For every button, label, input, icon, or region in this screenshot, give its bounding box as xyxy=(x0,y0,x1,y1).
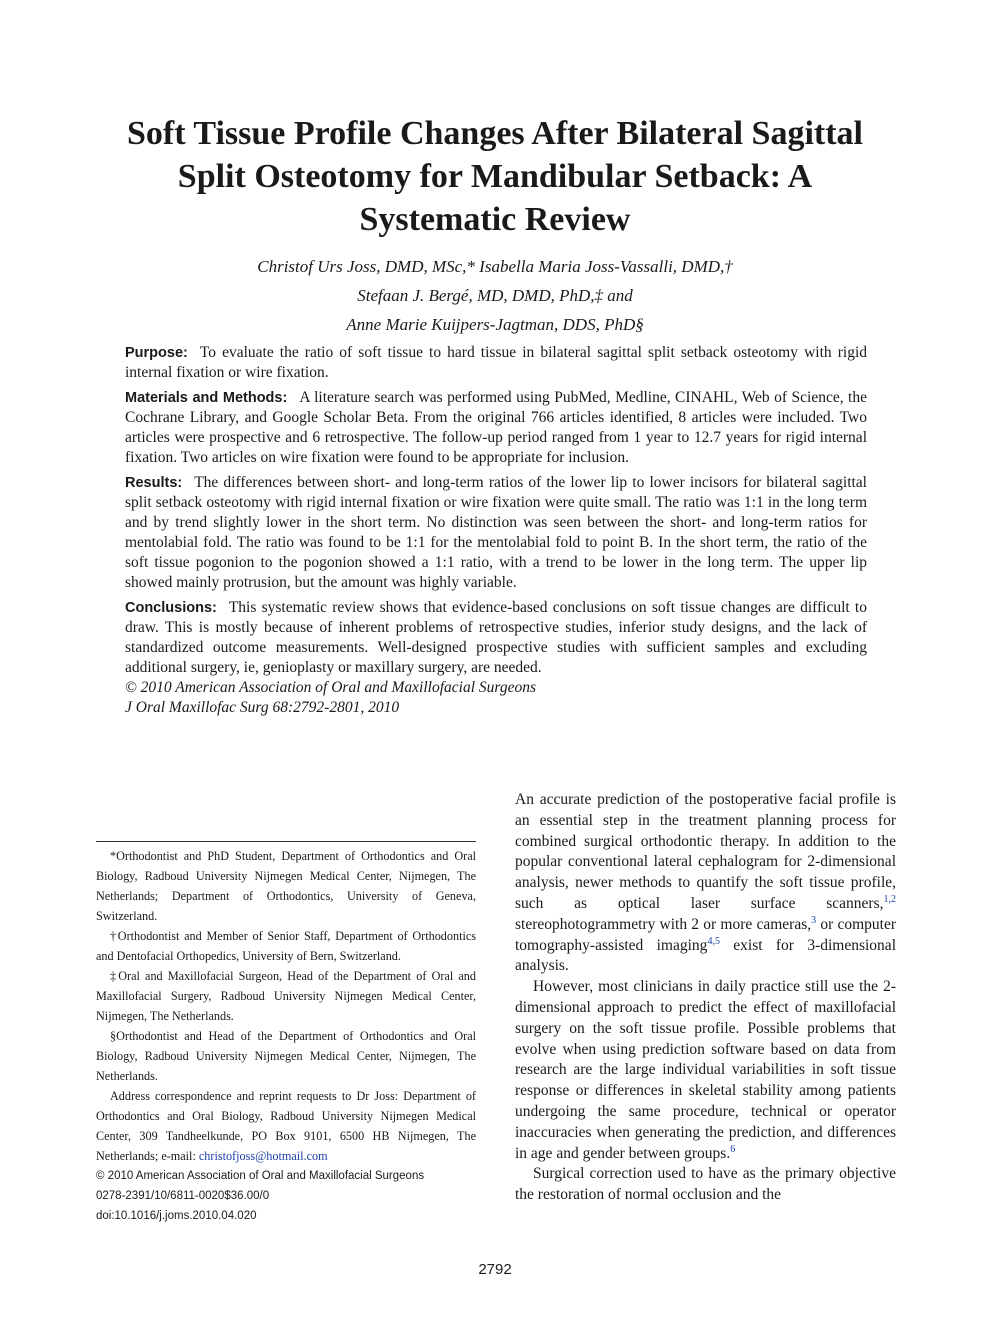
address-text: Address correspondence and reprint requests to Dr Joss: Department of Orthodontics and Oral Biology, Radboud University Nijmegen Medical Center, 309 Tandheelkunde, PO Box 9101, 6500 HB Nijmegen, The Netherlands; e-mail: xyxy=(96,1089,476,1163)
body-text: However, most clinicians in daily practice still use the 2-dimensional approach to predict the effect of maxillofacial surgery on the soft tissue profile. Possible problems that evolve when using prediction software based on data from research are the large individual variabilities in soft tissue response or differences in skeletal stability among patients undergoing the same procedure, technical or operator inaccuracies when generating the prediction, and differences in age and gender between groups. xyxy=(515,978,896,1162)
journal-citation: J Oral Maxillofac Surg 68:2792-2801, 2010 xyxy=(125,699,400,716)
purpose-label: Purpose: xyxy=(125,345,188,361)
abstract xyxy=(125,343,867,723)
conclusions-label: Conclusions: xyxy=(125,600,217,616)
article-title: Soft Tissue Profile Changes After Bilateral Sagittal Split Osteotomy for Mandibular Setback: A Systematic Review xyxy=(126,115,863,238)
footnotes xyxy=(96,846,476,1226)
abstract-results xyxy=(125,473,867,593)
body-text: or computer tomography-assisted imaging xyxy=(515,915,896,954)
reference-link[interactable]: 4,5 xyxy=(707,935,720,947)
body-text: stereophotogrammetry with 2 or more cameras, xyxy=(515,915,812,933)
reference-link[interactable]: 3 xyxy=(811,914,817,926)
body-text-column xyxy=(515,790,896,1206)
methods-label: Materials and Methods: xyxy=(125,390,288,406)
body-paragraph: Surgical correction used to have as the primary objective the restoration of normal occlusion and the xyxy=(515,1165,896,1204)
page-number: 2792 xyxy=(478,1261,512,1278)
body-text: An accurate prediction of the postoperative facial profile is an essential step in the treatment planning process for combined surgical orthodontic therapy. In addition to the popular conventional lateral cephalogram for 2-dimensional analysis, newer methods to quantify the soft tissue profile, such as optical laser surface scanners, xyxy=(515,791,896,912)
body-paragraph xyxy=(515,977,896,1164)
body-text: exist for 3-dimensional analysis. xyxy=(515,936,896,975)
footnote-doi: doi:10.1016/j.joms.2010.04.020 xyxy=(96,1210,257,1222)
footnote-address xyxy=(96,1086,476,1166)
abstract-purpose xyxy=(125,343,867,383)
footnote-affiliation: *Orthodontist and PhD Student, Department of Orthodontics and Oral Biology, Radboud University Nijmegen Medical Center, Nijmegen, The Netherlands; Department of Orthodontics, University of Geneva, Switzerland. xyxy=(96,849,476,923)
conclusions-text: This systematic review shows that evidence-based conclusions on soft tissue changes are difficult to draw. This is mostly because of inherent problems of retrospective studies, inferior study designs, and the lack of standardized outcome measurements. Well-designed prospective studies with sufficient samples and excluding additional surgery, ie, genioplasty or maxillary surgery, are needed. xyxy=(125,599,867,676)
abstract-conclusions xyxy=(125,598,867,718)
reference-link[interactable]: 6 xyxy=(730,1143,736,1155)
email-link[interactable]: christofjoss@hotmail.com xyxy=(198,1149,328,1163)
footnote-affiliation: ‡Oral and Maxillofacial Surgeon, Head of the Department of Oral and Maxillofacial Surgery, Radboud University Nijmegen Medical Center, Nijmegen, The Netherlands. xyxy=(96,969,476,1023)
results-label: Results: xyxy=(125,475,183,491)
results-text: The differences between short- and long-term ratios of the lower lip to lower incisors for bilateral sagittal split setback osteotomy with rigid internal fixation or wire fixation were quite small. The ratio was 1:1 in the long term and by trend slightly lower in the short term. No distinction was seen between the short- and long-term ratios for mentolabial fold. The ratio was found to be 1:1 for the mentolabial fold to point B. In the short term, the ratio of the soft tissue pogonion to the pogonion showed a 1:1 ratio, with a trend to be lower in the long term. The upper lip showed mainly protrusion, but the amount was highly variable. xyxy=(125,474,867,591)
author-line: Anne Marie Kuijpers-Jagtman, DDS, PhD§ xyxy=(346,315,644,334)
footnote-affiliation: †Orthodontist and Member of Senior Staff, Department of Orthodontics and Dentofacial Orthopedics, University of Bern, Switzerland. xyxy=(96,929,476,963)
methods-text: A literature search was performed using PubMed, Medline, CINAHL, Web of Science, the Cochrane Library, and Google Scholar Beta. From the original 766 articles identified, 8 articles were included. Two articles were prospective and 6 retrospective. The follow-up period ranged from 1 year to 12.7 years for rigid internal fixation. Two articles on wire fixation were found to be appropriate for inclusion. xyxy=(125,389,867,466)
author-line: Stefaan J. Bergé, MD, DMD, PhD,‡ and xyxy=(357,286,633,305)
purpose-text: To evaluate the ratio of soft tissue to hard tissue in bilateral sagittal split setback osteotomy with rigid internal fixation or wire fixation. xyxy=(125,344,867,381)
footnote-divider xyxy=(96,841,476,842)
author-list xyxy=(140,252,850,339)
footnote-affiliation: §Orthodontist and Head of the Department of Orthodontics and Oral Biology, Radboud University Nijmegen Medical Center, Nijmegen, The Netherlands. xyxy=(96,1029,476,1083)
abstract-copyright: © 2010 American Association of Oral and Maxillofacial Surgeons xyxy=(125,679,537,696)
abstract-methods xyxy=(125,388,867,468)
body-paragraph xyxy=(515,790,896,977)
footnote-copyright: © 2010 American Association of Oral and Maxillofacial Surgeons xyxy=(96,1170,425,1182)
reference-link[interactable]: 1,2 xyxy=(883,893,896,905)
footnote-issn: 0278-2391/10/6811-0020$36.00/0 xyxy=(96,1190,270,1202)
author-line: Christof Urs Joss, DMD, MSc,* Isabella Maria Joss-Vassalli, DMD,† xyxy=(257,257,733,276)
